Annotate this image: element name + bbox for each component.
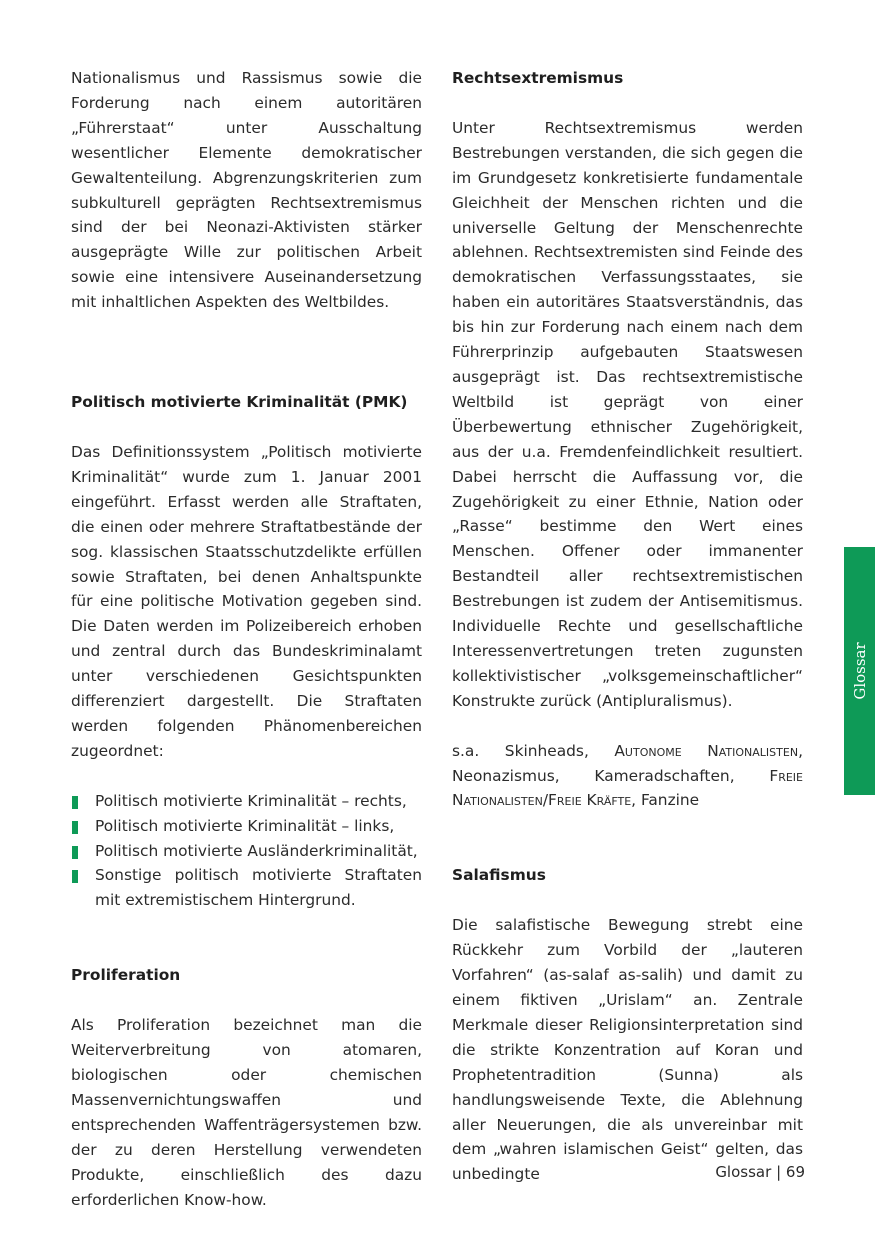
footer-section: Glossar — [715, 1163, 772, 1181]
paragraph-proliferation: Als Proliferation bezeichnet man die Weiterverbreitung von atomaren, biologischen oder chemischen Massenvernichtungswaffen und entsprechenden Waffenträgersystemen bzw. der zu deren Herstellung verwendeten Produkte, einschließlich des dazu erforderlichen Know-how. — [71, 1016, 422, 1209]
glossar-side-tab[interactable] — [844, 547, 875, 795]
bullet-icon — [72, 821, 78, 834]
heading-proliferation: Proliferation — [71, 966, 181, 985]
heading-pmk: Politisch motivierte Kriminalität (PMK) — [71, 393, 408, 412]
left-column — [71, 66, 422, 1212]
cross-ref-freie-nationalisten[interactable]: Freie Nationalisten — [452, 766, 803, 810]
heading-salafismus: Salafismus — [452, 866, 546, 885]
bullet-icon — [72, 846, 78, 859]
paragraph-pmk: Das Definitionssystem „Politisch motivierte Kriminalität“ wurde zum 1. Januar 2001 eingeführt. Erfasst werden alle Straftaten, die einen oder mehrere Straftatbestände der sog. klassischen Staatsschutzdelikte erfüllen sowie Straftaten, bei denen Anhaltspunkte für eine politische Motivation gegeben sind. Die Daten werden im Polizeibereich erhoben und zentral durch das Bundeskriminalamt unter verschiedenen Gesichtspunkten differenziert dargestellt. Die Straftaten werden folgenden Phänomenbereichen zugeordnet: — [71, 442, 422, 760]
bullet-icon — [72, 796, 78, 809]
list-item: Sonstige politisch motivierte Straftaten mit extremistischem Hintergrund. — [71, 863, 422, 913]
list-item: Politisch motivierte Kriminalität – links, — [71, 814, 422, 839]
paragraph-rechtsextremismus: Unter Rechtsextremismus werden Bestrebungen verstanden, die sich gegen die im Grundgesetz konkretisierte fundamentale Gleichheit der Menschen richten und die universelle Geltung der Menschenrechte ablehnen. Rechtsextremisten sind Feinde des demokratischen Verfassungsstaates, sie haben ein autoritäres Staatsverständnis, das bis hin zur Forderung nach einem nach dem Führerprinzip aufgebauten Staatswesen ausgeprägt ist. Das rechtsextremistische Weltbild ist geprägt von einer Überbewertung ethnischer Zugehörigkeit, aus der u.a. Fremdenfeindlichkeit resultiert. Dabei herrscht die Auffassung vor, die Zugehörigkeit zu einer Ethnie, Nation oder „Rasse“ bestimme den Wert eines Menschen. Offener oder immanenter Bestandteil aller rechtsextremistischen Bestrebungen ist zudem der Antisemitismus. Individuelle Rechte und gesellschaftliche Interessenvertretungen treten zugunsten kollektivistischer „volksgemeinschaftlicher“ Konstrukte zurück (Antipluralismus). — [452, 118, 803, 710]
list-item: Politisch motivierte Ausländerkriminalität, — [71, 839, 422, 864]
side-tab-label: Glossar — [850, 642, 869, 700]
paragraph-salafismus: Die salafistische Bewegung strebt eine Rückkehr zum Vorbild der „lauteren Vorfahren“ (as-salaf as-salih) und damit zu einem fiktiven „Urislam“ an. Zentrale Merkmale dieser Religionsinterpretation sind die strikte Konzentration auf Koran und Prophetentradition (Sunna) als handlungsweisende Texte, die Ablehnung aller Neuerungen, die als unvereinbar mit dem „wahren islamischen Geist“ gelten, das unbedingte — [452, 916, 803, 1184]
paragraph-intro: Nationalismus und Rassismus sowie die Forderung nach einem autoritären „Führerstaat“ unter Ausschaltung wesentlicher Elemente demokratischer Gewaltenteilung. Abgrenzungskriterien zum subkulturell geprägten Rechtsextremismus sind der bei Neonazi-Aktivisten stärker ausgeprägte Wille zur politischen Arbeit sowie eine intensivere Auseinandersetzung mit inhaltlichen Aspekten des Weltbildes. — [71, 69, 422, 312]
cross-ref-autonome-nationalisten[interactable]: Autonome Nationalisten — [614, 741, 799, 760]
pmk-list — [71, 789, 422, 914]
page-number: 69 — [785, 1163, 805, 1181]
bullet-icon — [72, 870, 78, 883]
heading-rechtsextremismus: Rechtsextremismus — [452, 69, 624, 87]
footer-separator: | — [776, 1163, 782, 1181]
right-column — [452, 66, 803, 1187]
cross-ref-freie-kraefte[interactable]: Freie Kräfte — [548, 791, 632, 810]
see-also: s.a. Skinheads, Autonome Nationalisten, Neonazismus, Kameradschaften, Freie Nationalisten/Freie Kräfte, Fanzine — [452, 741, 803, 810]
list-item: Politisch motivierte Kriminalität – rechts, — [71, 789, 422, 814]
page-footer — [715, 1163, 805, 1181]
